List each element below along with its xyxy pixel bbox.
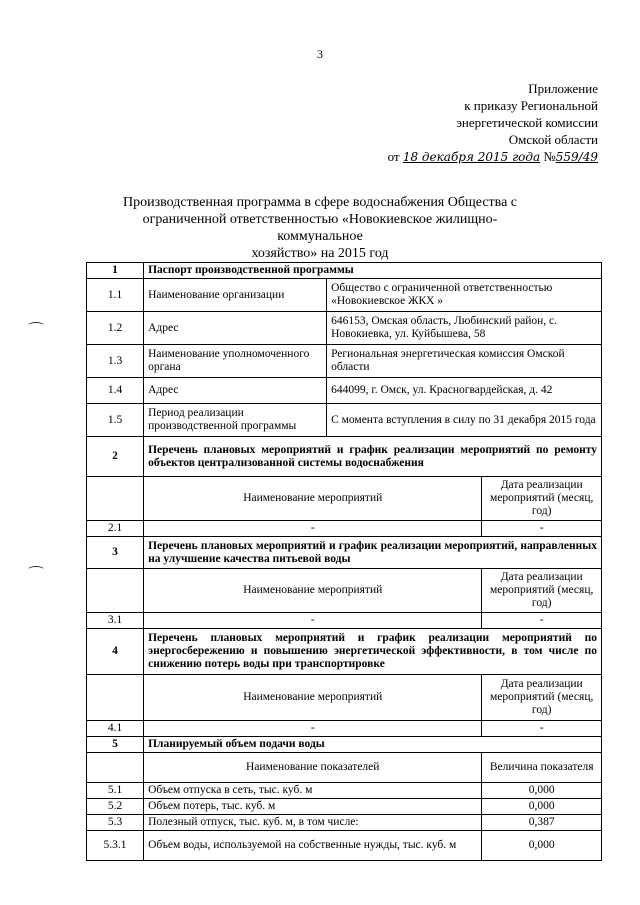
row-label: Наименование уполномоченного органа [144, 345, 327, 378]
column-header-name: Наименование мероприятий [144, 477, 482, 521]
row-label: Период реализации производственной программы [144, 404, 327, 437]
table-row [87, 831, 602, 861]
approval-line: к приказу Региональной [464, 98, 598, 113]
section-2-header [87, 437, 602, 477]
approval-block [388, 80, 598, 166]
section-number: 1 [87, 263, 144, 279]
empty-cell [87, 569, 144, 613]
row-number: 1.2 [87, 312, 144, 345]
row-label: Адрес [144, 312, 327, 345]
section-title: Планируемый объем подачи воды [144, 737, 602, 753]
column-header-row [87, 569, 602, 613]
order-no-label: № [543, 149, 556, 164]
row-number: 1.5 [87, 404, 144, 437]
row-value: 0,000 [482, 799, 602, 815]
table-row [87, 404, 602, 437]
row-number: 5.2 [87, 799, 144, 815]
row-name: Объем воды, используемой на собственные нужды, тыс. куб. м [144, 831, 482, 861]
table-row [87, 521, 602, 537]
section-title: Перечень плановых мероприятий и график реализации мероприятий по энергосбережению и повышению энергетической эффективности, в том числе по снижению потерь воды при транспортировке [144, 629, 602, 675]
row-number: 5.1 [87, 783, 144, 799]
row-name: - [144, 613, 482, 629]
table-row [87, 345, 602, 378]
empty-cell [87, 477, 144, 521]
row-number: 4.1 [87, 721, 144, 737]
section-number: 4 [87, 629, 144, 675]
row-name: Полезный отпуск, тыс. куб. м, в том числе: [144, 815, 482, 831]
row-number: 1.4 [87, 378, 144, 404]
row-name: - [144, 521, 482, 537]
row-value: 0,000 [482, 783, 602, 799]
row-value: Региональная энергетическая комиссия Омской области [327, 345, 602, 378]
order-number: 559/49 [555, 150, 598, 164]
row-label: Наименование организации [144, 279, 327, 312]
program-table [86, 262, 602, 861]
order-prefix: от [387, 149, 400, 164]
approval-line: Приложение [528, 81, 598, 96]
column-header-row [87, 753, 602, 783]
row-number: 2.1 [87, 521, 144, 537]
row-name: Объем потерь, тыс. куб. м [144, 799, 482, 815]
row-value: 644099, г. Омск, ул. Красногвардейская, д. 42 [327, 378, 602, 404]
column-header-date: Дата реализации мероприятий (месяц, год) [482, 477, 602, 521]
order-date: 18 декабря 2015 года [402, 150, 541, 164]
column-header-date: Дата реализации мероприятий (месяц, год) [482, 569, 602, 613]
margin-mark [28, 566, 44, 573]
empty-cell [87, 675, 144, 721]
section-3-header [87, 537, 602, 569]
section-title: Перечень плановых мероприятий и график реализации мероприятий, направленных на улучшение качества питьевой воды [144, 537, 602, 569]
title-line: Производственная программа в сфере водоснабжения Общества с [122, 195, 518, 210]
document-title [100, 194, 540, 262]
row-date: - [482, 721, 602, 737]
row-number: 1.3 [87, 345, 144, 378]
row-number: 5.3.1 [87, 831, 144, 861]
column-header-name: Наименование показателей [144, 753, 482, 783]
order-line [388, 148, 598, 166]
row-value: Общество с ограниченной ответственностью «Новокиевское ЖКХ » [327, 279, 602, 312]
approval-line: энергетической комиссии [456, 115, 598, 130]
section-1-header [87, 263, 602, 279]
row-name: - [144, 721, 482, 737]
title-line: хозяйство» на 2015 год [251, 246, 389, 261]
table-row [87, 378, 602, 404]
page-number: 3 [317, 47, 323, 61]
margin-mark [28, 322, 44, 329]
row-date: - [482, 521, 602, 537]
row-number: 1.1 [87, 279, 144, 312]
column-header-row [87, 675, 602, 721]
row-value: 0,387 [482, 815, 602, 831]
row-name: Объем отпуска в сеть, тыс. куб. м [144, 783, 482, 799]
row-number: 3.1 [87, 613, 144, 629]
section-number: 5 [87, 737, 144, 753]
section-title: Перечень плановых мероприятий и график реализации мероприятий по ремонту объектов централизованной системы водоснабжения [144, 437, 602, 477]
table-row [87, 815, 602, 831]
column-header-value: Величина показателя [482, 753, 602, 783]
empty-cell [87, 753, 144, 783]
section-number: 3 [87, 537, 144, 569]
section-5-header [87, 737, 602, 753]
row-value: 0,000 [482, 831, 602, 861]
row-number: 5.3 [87, 815, 144, 831]
column-header-name: Наименование мероприятий [144, 675, 482, 721]
column-header-name: Наименование мероприятий [144, 569, 482, 613]
table-row [87, 721, 602, 737]
table-row [87, 312, 602, 345]
table-row [87, 613, 602, 629]
section-title: Паспорт производственной программы [144, 263, 602, 279]
row-value: С момента вступления в силу по 31 декабря 2015 года [327, 404, 602, 437]
section-4-header [87, 629, 602, 675]
approval-line: Омской области [508, 132, 598, 147]
column-header-row [87, 477, 602, 521]
row-label: Адрес [144, 378, 327, 404]
row-date: - [482, 613, 602, 629]
column-header-date: Дата реализации мероприятий (месяц, год) [482, 675, 602, 721]
table-row [87, 783, 602, 799]
title-line: ограниченной ответственностью «Новокиевское жилищно-коммунальное [142, 212, 498, 244]
section-number: 2 [87, 437, 144, 477]
row-value: 646153, Омская область, Любинский район, с. Новокиевка, ул. Куйбышева, 58 [327, 312, 602, 345]
table-row [87, 279, 602, 312]
table-row [87, 799, 602, 815]
